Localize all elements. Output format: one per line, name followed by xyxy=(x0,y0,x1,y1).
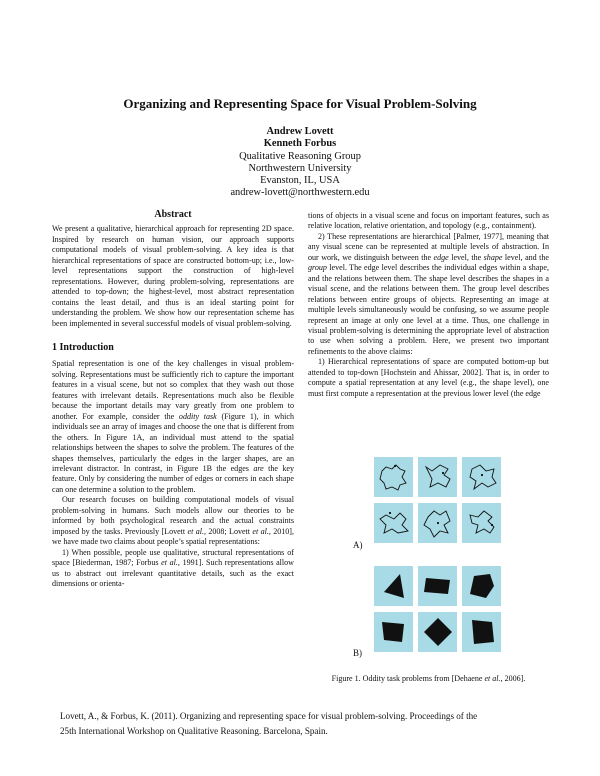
affiliation-city: Evanston, IL, USA xyxy=(260,175,340,187)
author-name-1: Andrew Lovett xyxy=(266,126,334,137)
intro-paragraph-1: Spatial representation is one of the key challenges in visual problem-solving. Representations must be sufficiently rich to capture the important features in a visual scene, but not so complex that they wash out those features with irrelevant details. Representations much also be flexible because the important details may vary greatly from one problem to another. For example, consider the oddity task (Figure 1), in which individuals see an array of images and choose the one that is different from the others. In Figure 1A, an individual must attend to the spatial relationships between the shapes to solve the problem. The features of the shapes themselves, particularly the edges in the larger shapes, are an irrelevant distractor. In contrast, in Figure 1B the edges are the key feature. Only by considering the number of edges or corners in each shape can one determine a solution to the problem. xyxy=(52,359,295,494)
figure-a-tile-5 xyxy=(418,503,457,543)
figure-b-tile-1 xyxy=(374,566,413,606)
figure-a-tile-4 xyxy=(374,503,413,543)
figure-b-tile-6 xyxy=(462,612,501,652)
figure-a-tile-6 xyxy=(462,503,501,543)
figure-b-tile-3 xyxy=(462,566,501,606)
intro-paragraph-3: 1) When possible, people use qualitative, structural representations of space [Biederman, 1987; Forbus et al., 1991]. Such representations allow us to abstract out irrelevant quantitative details, such as the exact dimensions or orienta- xyxy=(52,547,294,588)
figure-a-tile-3 xyxy=(462,457,501,497)
right-paragraph-2: 2) These representations are hierarchical [Palmer, 1977], meaning that any visual scene can be represented at multiple levels of abstraction. In our work, we distinguish between the edge level, the shape level, and the group level. The edge level describes the individual edges within a shape, and the relations between them. The shape level describes the shapes in a visual scene, and the relations between them. The group level describes relations between entire groups of objects. Representing an image at multiple levels simultaneously would be confusing, so we assume people represent an image at only one level at a time. Thus, one challenge in visual problem-solving is determining the appropriate level of abstraction to use when solving a problem. Here, we present two important refinements to the above claims: xyxy=(308,231,550,356)
author-block xyxy=(150,126,450,200)
figure-a-tile-1 xyxy=(374,457,413,497)
figure-b-tile-2 xyxy=(418,566,457,606)
author-name-2: Kenneth Forbus xyxy=(263,138,337,150)
citation-line-2: 25th International Workshop on Qualitative Reasoning. Barcelona, Spain. xyxy=(60,726,328,736)
right-paragraph-1: tions of objects in a visual scene and focus on important features, such as relative location, relative orientation, and topology (e.g., containment). xyxy=(308,211,549,231)
intro-paragraph-2: Our research focuses on building computational models of visual problem-solving in humans. Such models allow our theories to be informed by both psychological research and the actual constraints imposed by the tasks. Previously [Lovett et al., 2008; Lovett et al., 2010], we have made two claims about people’s spatial representations: xyxy=(52,495,294,547)
figure-a-tile-2 xyxy=(418,457,457,497)
section-heading-introduction: 1 Introduction xyxy=(52,341,114,353)
right-column xyxy=(308,211,549,399)
left-column xyxy=(52,210,294,589)
figure-b-tile-4 xyxy=(374,612,413,652)
citation-line-1: Lovett, A., & Forbus, K. (2011). Organizing and representing space for visual problem-solving. Proceedings of the xyxy=(60,711,478,721)
figure-b-tile-5 xyxy=(418,612,457,652)
right-paragraph-3: 1) Hierarchical representations of space are computed bottom-up but attended to top-down [Hochstein and Ahissar, 2002]. That is, in order to compute a spatial representation at any level (e.g., the shape level), one must first compute a representation at the previous lower level (the edge xyxy=(308,357,549,398)
author-email: andrew-lovett@northwestern.edu xyxy=(230,187,370,199)
abstract-heading: Abstract xyxy=(154,209,192,220)
figure-label-b: B) xyxy=(353,648,362,658)
figure-caption: Figure 1. Oddity task problems from [Dehaene et al., 2006]. xyxy=(331,674,526,683)
abstract-text: We present a qualitative, hierarchical approach for representing 2D space. Inspired by research on human vision, our approach supports computational models of visual problem-solving. A key idea is that hierarchical representations of space are constructed bottom-up; i.e., low-level representations support the construction of high-level representations. However, during problem-solving, representations are attended to top-down; the highest-level, most abstract representation contains the least detail, and thus is an ideal starting point for understanding the problem. We show how our representation scheme has been implemented in several successful models of visual problem-solving. xyxy=(52,224,294,328)
citation-footer xyxy=(60,709,550,739)
figure-label-a: A) xyxy=(353,540,363,550)
affiliation-university: Northwestern University xyxy=(248,162,352,174)
paper-title: Organizing and Representing Space for Visual Problem-Solving xyxy=(123,96,477,111)
affiliation-group: Qualitative Reasoning Group xyxy=(239,150,361,162)
